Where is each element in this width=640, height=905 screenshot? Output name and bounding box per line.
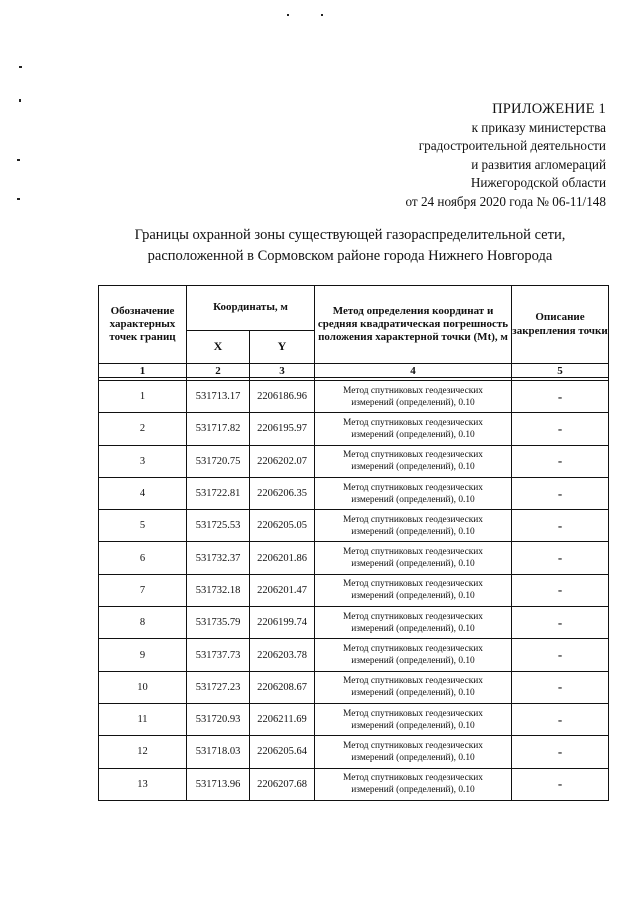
cell-description: - bbox=[512, 607, 609, 639]
cell-x: 531717.82 bbox=[187, 413, 250, 445]
table-row bbox=[99, 639, 609, 671]
table-row bbox=[99, 477, 609, 509]
cell-x: 531727.23 bbox=[187, 671, 250, 703]
appendix-line: и развития агломераций bbox=[471, 156, 606, 172]
document-title bbox=[60, 225, 640, 267]
column-number: 3 bbox=[250, 364, 315, 378]
appendix-title: ПРИЛОЖЕНИЕ 1 bbox=[492, 101, 606, 117]
cell-x: 531713.17 bbox=[187, 381, 250, 413]
cell-y: 2206203.78 bbox=[250, 639, 315, 671]
cell-y: 2206195.97 bbox=[250, 413, 315, 445]
appendix-line: Нижегородской области bbox=[470, 175, 606, 190]
cell-description: - bbox=[512, 768, 609, 800]
cell-point: 3 bbox=[99, 445, 187, 477]
table-row bbox=[99, 510, 609, 542]
column-number: 5 bbox=[512, 364, 609, 378]
cell-y: 2206201.47 bbox=[250, 574, 315, 606]
cell-x: 531725.53 bbox=[187, 510, 250, 542]
cell-point: 5 bbox=[99, 510, 187, 542]
cell-x: 531737.73 bbox=[187, 639, 250, 671]
cell-description: - bbox=[512, 381, 609, 413]
cell-description: - bbox=[512, 671, 609, 703]
cell-point: 12 bbox=[99, 736, 187, 768]
cell-description: - bbox=[512, 542, 609, 574]
cell-method: Метод спутниковых геодезических измерений (определений), 0.10 bbox=[315, 477, 512, 509]
column-number: 2 bbox=[187, 364, 250, 378]
cell-method: Метод спутниковых геодезических измерений (определений), 0.10 bbox=[315, 574, 512, 606]
cell-point: 4 bbox=[99, 477, 187, 509]
table-row bbox=[99, 671, 609, 703]
cell-y: 2206206.35 bbox=[250, 477, 315, 509]
appendix-line: от 24 ноября 2020 года № 06-11/148 bbox=[405, 193, 606, 209]
cell-method: Метод спутниковых геодезических измерений (определений), 0.10 bbox=[315, 703, 512, 735]
cell-description: - bbox=[512, 445, 609, 477]
cell-point: 6 bbox=[99, 542, 187, 574]
cell-x: 531713.96 bbox=[187, 768, 250, 800]
document-title-line: Границы охранной зоны существующей газораспределительной сети, bbox=[134, 227, 566, 243]
cell-point: 11 bbox=[99, 703, 187, 735]
header-method: Метод определения координат и средняя квадратическая погрешность положения характерной точки (Mt), м bbox=[315, 286, 512, 364]
header-point: Обозначение характерных точек границ bbox=[99, 286, 187, 364]
table-row bbox=[99, 381, 609, 413]
table-row bbox=[99, 542, 609, 574]
cell-point: 13 bbox=[99, 768, 187, 800]
table-row bbox=[99, 703, 609, 735]
appendix-line: градостроительной деятельности bbox=[418, 138, 606, 153]
cell-method: Метод спутниковых геодезических измерений (определений), 0.10 bbox=[315, 413, 512, 445]
cell-y: 2206205.05 bbox=[250, 510, 315, 542]
column-number: 4 bbox=[315, 364, 512, 378]
table-row bbox=[99, 736, 609, 768]
cell-method: Метод спутниковых геодезических измерений (определений), 0.10 bbox=[315, 542, 512, 574]
cell-y: 2206186.96 bbox=[250, 381, 315, 413]
cell-x: 531735.79 bbox=[187, 607, 250, 639]
cell-description: - bbox=[512, 574, 609, 606]
cell-method: Метод спутниковых геодезических измерений (определений), 0.10 bbox=[315, 445, 512, 477]
cell-y: 2206201.86 bbox=[250, 542, 315, 574]
cell-description: - bbox=[512, 639, 609, 671]
cell-method: Метод спутниковых геодезических измерений (определений), 0.10 bbox=[315, 607, 512, 639]
cell-x: 531718.03 bbox=[187, 736, 250, 768]
cell-x: 531732.18 bbox=[187, 574, 250, 606]
cell-point: 1 bbox=[99, 381, 187, 413]
cell-x: 531720.93 bbox=[187, 703, 250, 735]
cell-description: - bbox=[512, 736, 609, 768]
cell-x: 531722.81 bbox=[187, 477, 250, 509]
cell-description: - bbox=[512, 477, 609, 509]
column-number: 1 bbox=[99, 364, 187, 378]
header-coordinates: Координаты, м bbox=[187, 286, 315, 331]
cell-description: - bbox=[512, 510, 609, 542]
cell-method: Метод спутниковых геодезических измерений (определений), 0.10 bbox=[315, 768, 512, 800]
header-description: Описание закрепления точки bbox=[512, 286, 609, 364]
cell-point: 7 bbox=[99, 574, 187, 606]
cell-y: 2206205.64 bbox=[250, 736, 315, 768]
table-row bbox=[99, 574, 609, 606]
table-row bbox=[99, 607, 609, 639]
cell-y: 2206208.67 bbox=[250, 671, 315, 703]
cell-y: 2206211.69 bbox=[250, 703, 315, 735]
table-row bbox=[99, 445, 609, 477]
appendix-line: к приказу министерства bbox=[471, 119, 606, 135]
cell-description: - bbox=[512, 703, 609, 735]
cell-y: 2206199.74 bbox=[250, 607, 315, 639]
header-y: Y bbox=[250, 331, 315, 364]
cell-method: Метод спутниковых геодезических измерений (определений), 0.10 bbox=[315, 736, 512, 768]
cell-x: 531732.37 bbox=[187, 542, 250, 574]
cell-y: 2206207.68 bbox=[250, 768, 315, 800]
cell-method: Метод спутниковых геодезических измерений (определений), 0.10 bbox=[315, 381, 512, 413]
cell-y: 2206202.07 bbox=[250, 445, 315, 477]
cell-point: 9 bbox=[99, 639, 187, 671]
table-row bbox=[99, 768, 609, 800]
document-title-line: расположенной в Сормовском районе города Нижнего Новгорода bbox=[147, 248, 553, 264]
cell-description: - bbox=[512, 413, 609, 445]
cell-point: 2 bbox=[99, 413, 187, 445]
table-row bbox=[99, 413, 609, 445]
cell-x: 531720.75 bbox=[187, 445, 250, 477]
appendix-block bbox=[405, 100, 606, 211]
cell-method: Метод спутниковых геодезических измерений (определений), 0.10 bbox=[315, 510, 512, 542]
cell-method: Метод спутниковых геодезических измерений (определений), 0.10 bbox=[315, 671, 512, 703]
cell-point: 10 bbox=[99, 671, 187, 703]
table-body bbox=[99, 381, 609, 801]
cell-point: 8 bbox=[99, 607, 187, 639]
coordinates-table bbox=[98, 285, 609, 801]
header-x: X bbox=[187, 331, 250, 364]
cell-method: Метод спутниковых геодезических измерений (определений), 0.10 bbox=[315, 639, 512, 671]
